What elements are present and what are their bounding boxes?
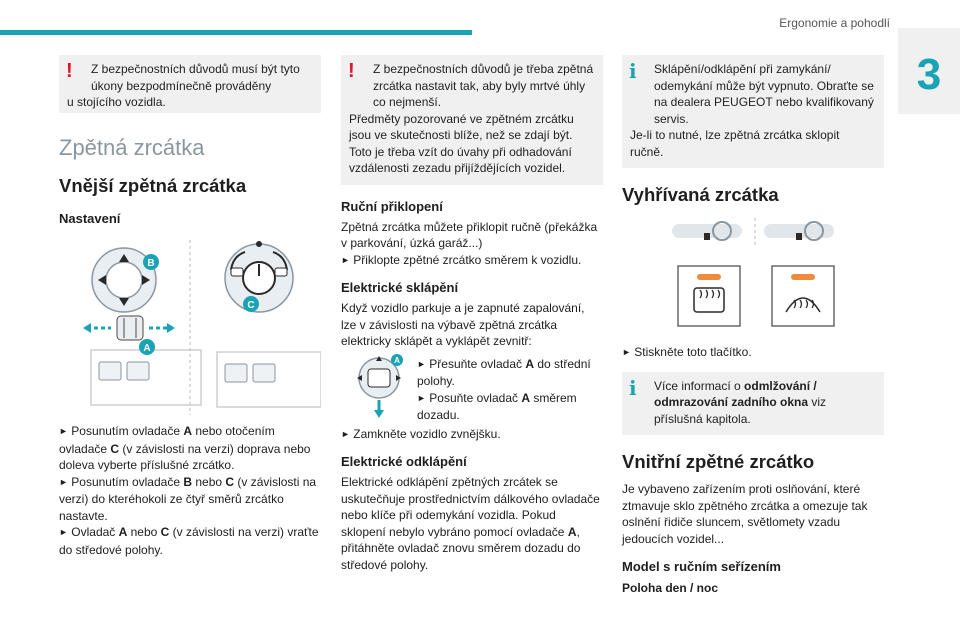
info-icon: i [629, 375, 637, 400]
heated-mirrors-heading: Vyhřívaná zrcátka [622, 184, 779, 205]
fold-step-2: ► Posuňte ovladač A směrem dozadu. [417, 390, 577, 422]
triangle-right-icon: ► [59, 426, 68, 436]
electric-fold-text: Když vozidlo parkuje a je zapnuté zapalování, lze v závislosti na výbavě zpětná zrcátka elektricky sklápět a vyklápět zevnitř: [341, 301, 585, 348]
info-icon: i [629, 59, 637, 83]
instruction-list [59, 423, 321, 558]
warning-text: Z bezpečnostních důvodů je třeba zpětná zrcátka nastavit tak, aby byly mrtvé úhly co nejmenší. [373, 62, 594, 109]
fold-step-3: ► Zamkněte vozidlo zvnějšku. [341, 426, 501, 441]
label-a: A [143, 343, 151, 354]
fold-step-1: ► Přesuňte ovladač A do střední polohy. [417, 356, 591, 388]
info-defrost-text: Více informací o odmlžování / odmrazování zadního okna viz příslušná kapitola. [654, 378, 827, 426]
label-a: A [394, 355, 400, 365]
setting-heading: Nastavení [59, 211, 121, 226]
triangle-right-icon: ► [417, 358, 426, 369]
electric-fold-steps [341, 354, 603, 424]
exclamation-icon: ! [348, 60, 355, 82]
triangle-right-icon: ► [59, 527, 68, 537]
manual-fold-heading: Ruční přiklopení [341, 198, 443, 214]
instruction-3: ► Ovladač A nebo C (v závislosti na verzi) vraťte do středové polohy. [59, 525, 319, 557]
warning-text-cont: u stojícího vozidla. [67, 95, 166, 109]
info-text-2: Je-li to nutné, lze zpětná zrcátka sklopit ručně. [630, 128, 840, 159]
info-note-defrost [622, 372, 884, 436]
triangle-right-icon: ► [59, 476, 68, 487]
chapter-number: 3 [916, 50, 942, 99]
fold-control-illustration [349, 354, 411, 420]
electric-unfold-text: Elektrické odklápění zpětných zrcátek se uskutečňuje prostřednictvím dálkového ovladače nebo klíče při odemykání vozidla. Pokud sklopení nebylo vybráno pomocí ovladače A, přitáhněte ovladač znovu směrem dozadu do středové polohy. [341, 475, 600, 572]
warning-text-2: Předměty pozorované ve zpětném zrcátku jsou ve skutečnosti blíže, než se zdají být. [349, 111, 574, 142]
mirror-control-figure [59, 240, 321, 415]
electric-fold-step-text [417, 356, 597, 424]
manual-model-heading: Model s ručním seřízením [622, 559, 781, 574]
electric-fold-heading: Elektrické sklápění [341, 280, 459, 295]
info-text: Sklápění/odklápění při zamykání/ odemykání může být vypnuto. Obraťte se na dealera PEUGEOT nebo kvalifikovaný servis. [654, 62, 874, 126]
triangle-right-icon: ► [341, 254, 350, 265]
heated-mirror-figure [622, 218, 884, 330]
column-1 [59, 55, 321, 558]
manual-fold-step: ► Přiklopte zpětné zrcátko směrem k vozidlu. [341, 252, 582, 267]
triangle-right-icon: ► [341, 428, 350, 439]
triangle-right-icon: ► [622, 347, 631, 357]
interior-mirror-text: Je vybaveno zařízením proti oslňování, které ztmavuje sklo zpětného zrcátka a omezuje tak oslnění řidiče sluncem, světlomety vzadu jedoucích vozidel... [622, 482, 868, 546]
header-accent-bar [0, 30, 472, 35]
day-night-heading: Poloha den / noc [622, 581, 719, 595]
exclamation-icon: ! [66, 60, 73, 82]
label-c: C [247, 300, 255, 311]
info-note [622, 55, 884, 168]
running-head: Ergonomie a pohodlí [779, 16, 890, 30]
manual-fold-text: Zpětná zrcátka můžete přiklopit ručně (překážka v parkování, úzká garáž...) [341, 219, 598, 250]
warning-text: Z bezpečnostních důvodů musí být tyto úkony bezpodmínečně prováděny [91, 62, 300, 93]
warning-text-3: Toto je třeba vzít do úvahy při odhadování vzdálenosti zezadu přijíždějících vozidel. [349, 144, 572, 175]
mirror-control-illustration [59, 240, 321, 415]
electric-unfold-heading: Elektrické odklápění [341, 454, 467, 469]
instruction-1: ► Posunutím ovladače A nebo otočením ovladače C (v závislosti na verzi) doprava nebo doleva vyberte příslušné zrcátko. [59, 424, 311, 472]
interior-mirror-heading: Vnitřní zpětné zrcátko [622, 451, 815, 472]
warning-note [341, 55, 603, 185]
section-title: Zpětná zrcátka [59, 135, 205, 160]
warning-note [59, 55, 321, 113]
instruction-2: ► Posunutím ovladače B nebo C (v závislosti na verzi) do kteréhokoli ze čtyř směrů zrcátko nastavte. [59, 474, 317, 523]
rear-defrost-button-illustration [622, 218, 884, 330]
press-button-step: ► Stiskněte toto tlačítko. [622, 345, 752, 359]
subsection-title: Vnější zpětná zrcátka [59, 175, 247, 196]
column-3 [622, 55, 884, 597]
label-b: B [147, 258, 155, 269]
column-2 [341, 55, 603, 573]
chapter-tab [898, 28, 960, 114]
triangle-right-icon: ► [417, 392, 426, 403]
